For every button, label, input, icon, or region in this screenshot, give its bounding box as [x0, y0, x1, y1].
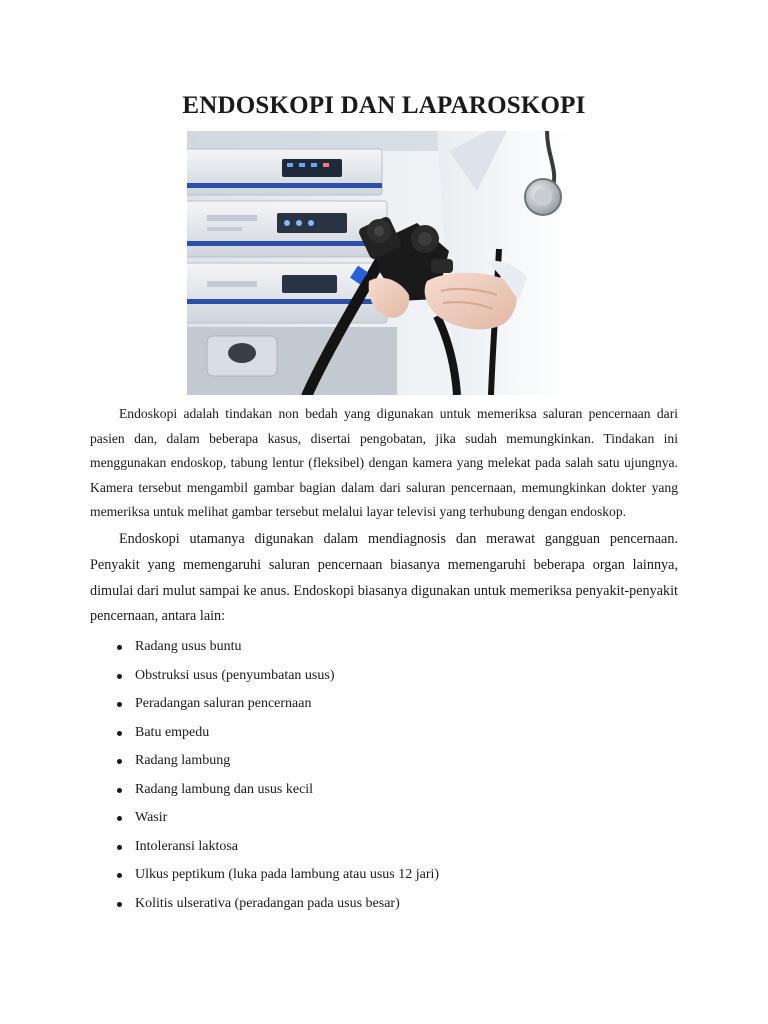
- list-item-text: Ulkus peptikum (luka pada lambung atau usus 12 jari): [135, 867, 440, 882]
- endoscope-photo: [187, 131, 571, 395]
- list-item: [90, 776, 650, 805]
- list-item-text: Radang lambung dan usus kecil: [135, 781, 314, 797]
- list-item-text: Kolitis ulserativa (peradangan pada usus besar): [135, 895, 400, 911]
- bullet-icon: [117, 759, 122, 764]
- list-item-text: Peradangan saluran pencernaan: [135, 696, 312, 711]
- list-item-text: Radang usus buntu: [135, 639, 242, 654]
- list-item: [90, 890, 650, 919]
- list-item: [90, 719, 650, 748]
- bullet-icon: [117, 902, 122, 907]
- list-item: [90, 633, 650, 662]
- list-item: [90, 804, 650, 833]
- bullet-icon: [117, 873, 122, 878]
- paragraph-1: Endoskopi adalah tindakan non bedah yang digunakan untuk memeriksa saluran pencernaan dari pasien dan, dalam beberapa kasus, disertai pengobatan, jika sudah memungkinkan. Tindakan ini menggunakan endoskop, tabung lentur (fleksibel) dengan kamera yang melekat pada salah satu ujungnya. Kamera tersebut mengambil gambar bagian dalam dari saluran pencernaan, memungkinkan dokter yang memeriksa untuk melihat gambar tersebut melalui layar televisi yang terhubung dengan endoskop.: [90, 406, 678, 519]
- disease-list: [90, 633, 650, 918]
- bullet-icon: [117, 845, 122, 850]
- page-title: ENDOSKOPI DAN LAPAROSKOPI: [182, 92, 586, 119]
- list-item: [90, 690, 650, 719]
- bullet-icon: [117, 788, 122, 793]
- list-item-text: Wasir: [135, 810, 168, 825]
- list-item-text: Intoleransi laktosa: [135, 838, 239, 854]
- list-item-text: Batu empedu: [135, 724, 210, 740]
- paragraph-2: Endoskopi utamanya digunakan dalam mendiagnosis dan merawat gangguan pencernaan. Penyakit yang memengaruhi saluran pencernaan biasanya memengaruhi beberapa organ lainnya, dimulai dari mulut sampai ke anus. Endoskopi biasanya digunakan untuk memeriksa penyakit-penyakit pencernaan, antara lain:: [90, 531, 678, 625]
- list-item: [90, 662, 650, 691]
- bullet-icon: [117, 674, 122, 679]
- bullet-icon: [117, 645, 122, 650]
- bullet-icon: [117, 816, 122, 821]
- list-item: [90, 861, 650, 890]
- list-item-text: Obstruksi usus (penyumbatan usus): [135, 667, 335, 683]
- bullet-icon: [117, 702, 122, 707]
- list-item-text: Radang lambung: [135, 753, 231, 768]
- bullet-icon: [117, 731, 122, 736]
- list-item: [90, 747, 650, 776]
- list-item: [90, 833, 650, 862]
